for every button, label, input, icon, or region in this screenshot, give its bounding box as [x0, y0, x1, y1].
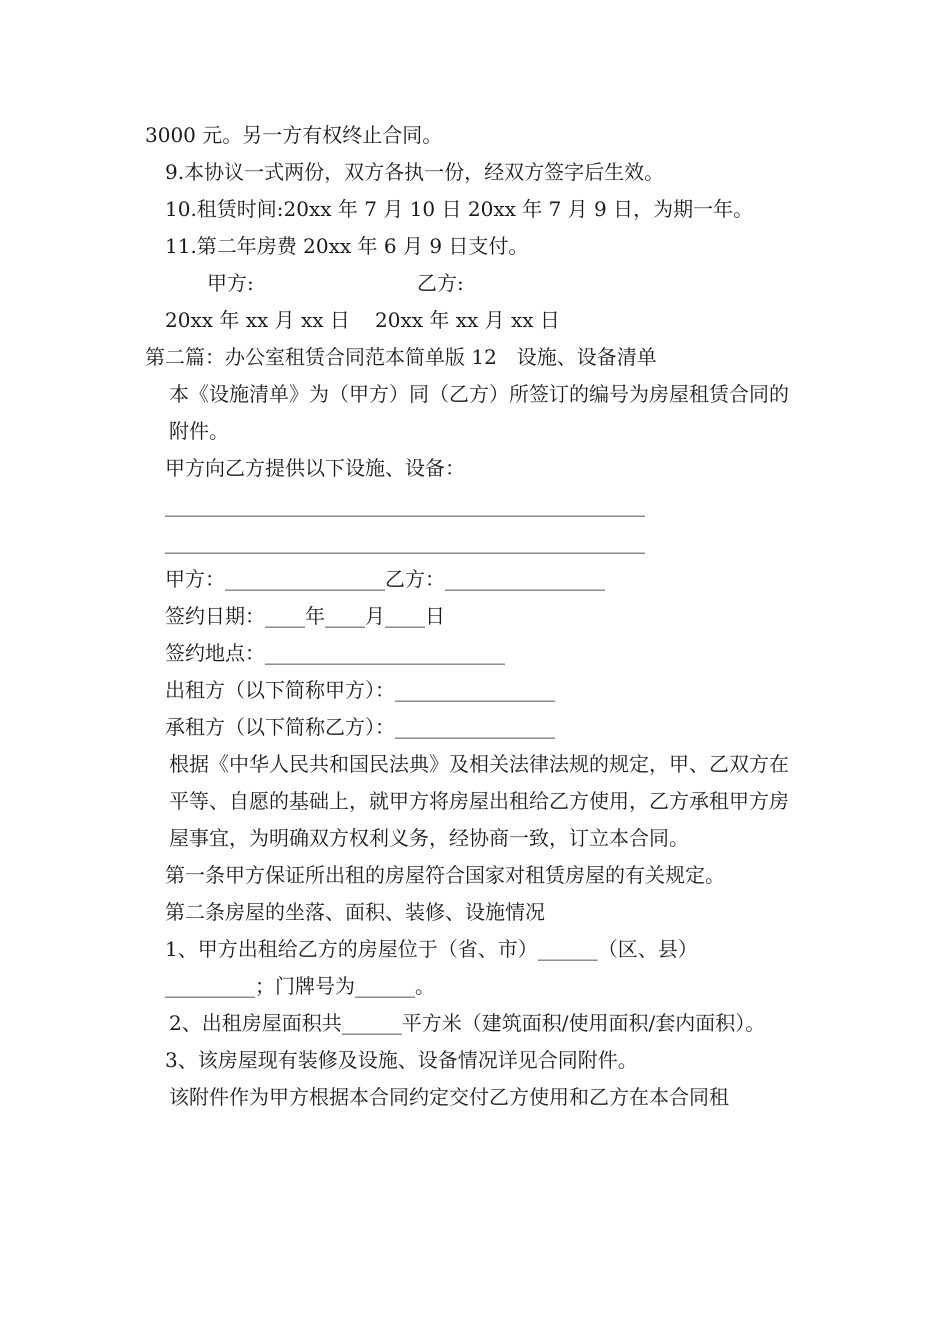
section-heading: 第二篇：办公室租赁合同范本简单版 12 设施、设备清单 [145, 345, 657, 369]
paragraph: 该附件作为甲方根据本合同约定交付乙方使用和乙方在本合同租 [169, 1085, 729, 1109]
lessor-line: 出租方（以下简称甲方）：________________ [165, 678, 555, 702]
paragraph: 本《设施清单》为（甲方）同（乙方）所签订的编号为房屋租赁合同的附件。 [169, 382, 789, 443]
clause-11: 11.第二年房费 20xx 年 6 月 9 日支付。 [165, 234, 529, 258]
article-1: 第一条甲方保证所出租的房屋符合国家对租赁房屋的有关规定。 [165, 863, 725, 887]
signing-date-line: 签约日期：____年____月____日 [165, 604, 445, 628]
blank-line: ________________________________________________ [165, 530, 645, 554]
signature-party-row [145, 265, 807, 302]
party-a-label: 甲方: [207, 271, 254, 295]
blank-line: ________________________________________________ [165, 493, 645, 517]
clause-10: 10.租赁时间:20xx 年 7 月 10 日 20xx 年 7 月 9 日，为期一年。 [165, 197, 754, 221]
paragraph: 根据《中华人民共和国民法典》及相关法律法规的规定，甲、乙双方在平等、自愿的基础上，就甲方将房屋出租给乙方使用，乙方承租甲方房屋事宜，为明确双方权利义务，经协商一致，订立本合同。 [169, 752, 789, 850]
document-content [145, 117, 807, 1116]
paragraph: 甲方向乙方提供以下设施、设备： [165, 456, 465, 480]
party-a-date: 20xx 年 xx 月 xx 日 [165, 308, 350, 332]
article-2: 第二条房屋的坐落、面积、装修、设施情况 [165, 900, 545, 924]
clause-9: 9.本协议一式两份，双方各执一份，经双方签字后生效。 [165, 160, 665, 184]
article-2-item-2: 2、出租房屋面积共______平方米（建筑面积/使用面积/套内面积）。 [169, 1011, 766, 1035]
article-2-item-3: 3、该房屋现有装修及设施、设备情况详见合同附件。 [165, 1048, 638, 1072]
party-signature-line: 甲方：________________乙方：________________ [165, 567, 605, 591]
signing-place-line: 签约地点：________________________ [165, 641, 505, 665]
signature-date-row [145, 302, 807, 339]
party-b-label: 乙方: [417, 271, 464, 295]
paragraph: 3000 元。另一方有权终止合同。 [145, 123, 443, 147]
article-2-item-1: 1、甲方出租给乙方的房屋位于（省、市）______（区、县）_________；门牌号为______。 [165, 937, 698, 998]
party-b-date: 20xx 年 xx 月 xx 日 [375, 308, 560, 332]
lessee-line: 承租方（以下简称乙方）：________________ [165, 715, 555, 739]
